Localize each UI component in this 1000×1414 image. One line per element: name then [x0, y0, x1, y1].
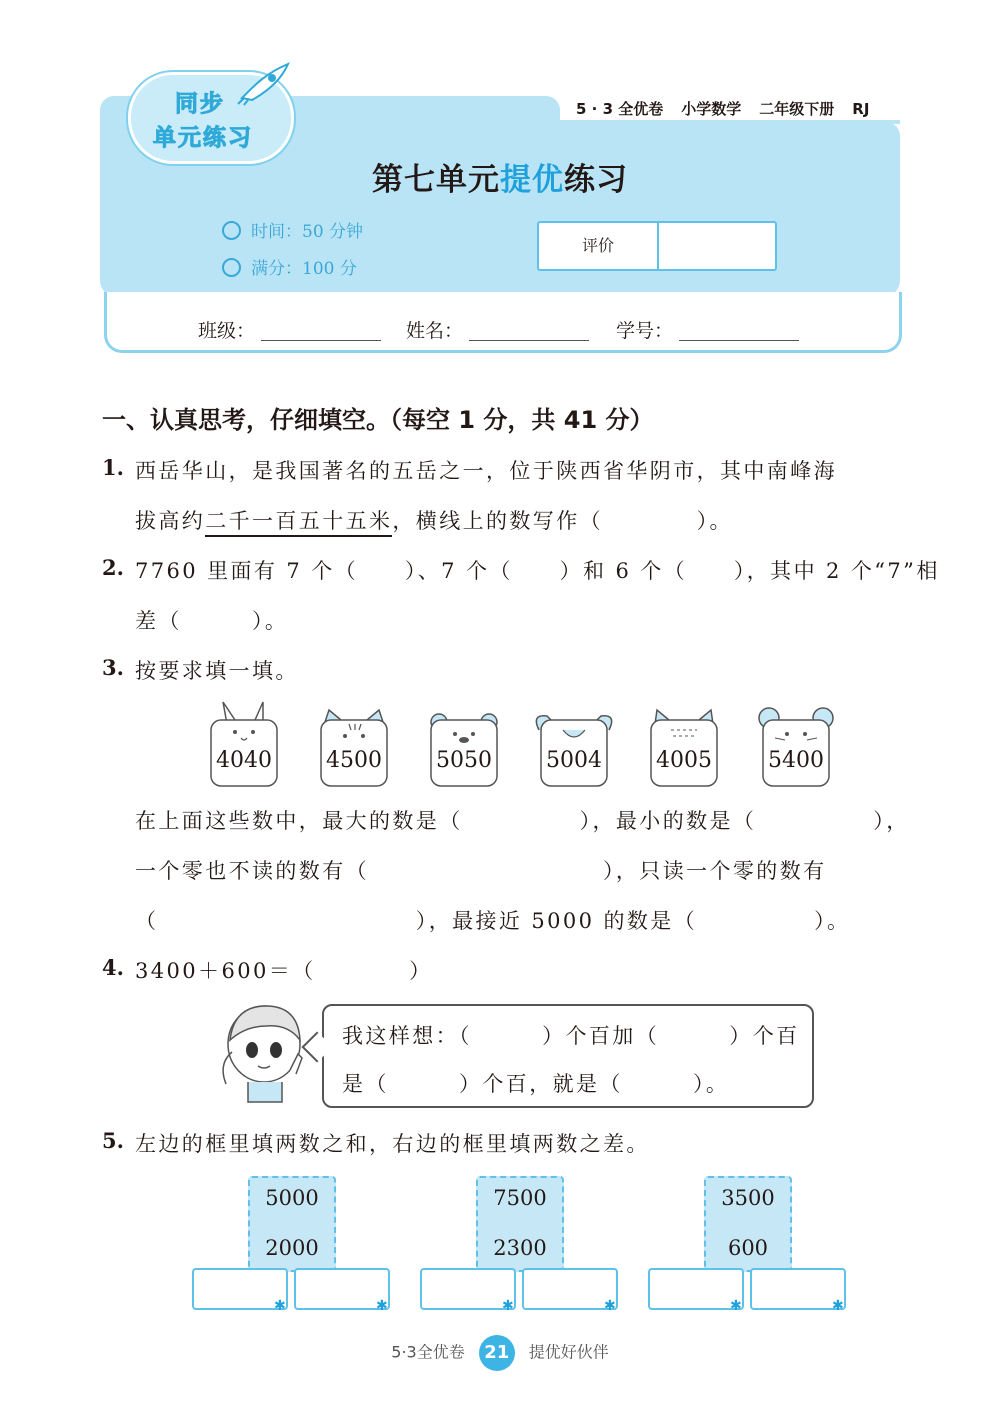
- evaluation-box[interactable]: [537, 221, 777, 271]
- q5-number: 5.: [102, 1128, 124, 1153]
- q4-number: 4.: [102, 955, 124, 980]
- pair-number-a: 7500: [493, 1186, 547, 1210]
- animal-card: [533, 700, 615, 792]
- class-label: 班级：: [198, 320, 256, 342]
- q1-line1: 西岳华山，是我国著名的五岳之一，位于陕西省华阴市，其中南峰海: [135, 459, 837, 483]
- q3-line2[interactable]: 一个零也不读的数有（ ），只读一个零的数有: [135, 859, 827, 883]
- q1-line2-pre: 拔高约: [135, 509, 206, 533]
- q3-line1[interactable]: 在上面这些数中，最大的数是（ ），最小的数是（ ），: [135, 809, 910, 833]
- badge-line2: 单元练习: [153, 125, 253, 151]
- card-number: 4500: [326, 748, 382, 773]
- pair-number-b: 2300: [493, 1236, 547, 1260]
- card-number: 5004: [546, 748, 602, 773]
- evaluation-label: 评价: [539, 223, 659, 269]
- sum-difference-pair: [420, 1176, 620, 1316]
- footer-series: 5·3全优卷: [391, 1342, 465, 1362]
- think-line1[interactable]: 我这样想：（ ）个百加（ ）个百: [342, 1024, 800, 1048]
- page-title: [0, 154, 1000, 199]
- asterisk-icon: ✱: [502, 1298, 514, 1314]
- q1-line2-post[interactable]: ，横线上的数写作（ ）。: [392, 509, 733, 533]
- q2-line2[interactable]: 差（ ）。: [135, 609, 289, 633]
- clock-icon: [222, 221, 241, 240]
- book-grade: 二年级下册: [759, 100, 835, 118]
- name-blank[interactable]: [469, 322, 589, 341]
- name-label: 姓名：: [406, 320, 464, 342]
- time-limit: [222, 217, 363, 242]
- q1-underlined-number: 二千一百五十五米: [205, 509, 392, 537]
- card-number: 5050: [436, 748, 492, 773]
- page-number: 21: [479, 1335, 515, 1371]
- title-pre: 第七单元: [372, 162, 500, 198]
- animal-card: [755, 700, 837, 792]
- class-blank[interactable]: [261, 322, 381, 341]
- book-edition: RJ: [852, 100, 870, 118]
- student-id-field[interactable]: [616, 316, 799, 343]
- card-number: 4040: [216, 748, 272, 773]
- score-text: 满分：100 分: [251, 259, 357, 279]
- number-pair-box: [704, 1176, 792, 1272]
- rocket-icon: [236, 58, 296, 106]
- elephant-icon: [533, 700, 615, 792]
- asterisk-icon: ✱: [376, 1298, 388, 1314]
- footer-slogan: 提优好伙伴: [528, 1342, 609, 1362]
- q3-line3[interactable]: （ ），最接近 5000 的数是（ ）。: [135, 909, 851, 933]
- name-field[interactable]: [406, 316, 589, 343]
- thinking-speech-bubble: [322, 1004, 814, 1108]
- class-field[interactable]: [198, 316, 381, 343]
- q1-number: 1.: [102, 455, 124, 480]
- number-pair-box: [248, 1176, 336, 1272]
- asterisk-icon: ✱: [832, 1298, 844, 1314]
- card-number: 5400: [768, 748, 824, 773]
- asterisk-icon: ✱: [730, 1298, 742, 1314]
- q2-line1[interactable]: 7760 里面有 7 个（ ）、7 个（ ）和 6 个（ ），其中 2 个“7”相: [135, 559, 940, 583]
- time-text: 时间：50 分钟: [251, 222, 364, 242]
- sum-difference-pair: [648, 1176, 848, 1316]
- pair-number-a: 3500: [721, 1186, 775, 1210]
- q5-prompt: 左边的框里填两数之和，右边的框里填两数之差。: [135, 1132, 650, 1156]
- section-title: 一、认真思考，仔细填空。（每空 1 分，共 41 分）: [102, 406, 654, 434]
- asterisk-icon: ✱: [604, 1298, 616, 1314]
- card-number: 4005: [656, 748, 712, 773]
- q3-prompt: 按要求填一填。: [135, 659, 299, 683]
- badge-line1: 同步: [175, 91, 225, 117]
- q3-number: 3.: [102, 655, 124, 680]
- number-pair-box: [476, 1176, 564, 1272]
- tiger-icon: [313, 700, 395, 792]
- q2-number: 2.: [102, 555, 124, 580]
- girl-illustration: [218, 1000, 314, 1104]
- animal-card: [643, 700, 725, 792]
- full-score: [222, 254, 357, 279]
- book-subject: 小学数学: [681, 100, 742, 118]
- sum-difference-pair: [192, 1176, 392, 1316]
- animal-card: [423, 700, 505, 792]
- mouse-icon: [755, 700, 837, 792]
- book-series: 5 · 3 全优卷: [576, 100, 664, 118]
- bear-icon: [423, 700, 505, 792]
- student-id-label: 学号：: [616, 320, 674, 342]
- check-circle-icon: [222, 258, 241, 277]
- title-highlight: 提优: [500, 162, 564, 198]
- think-line2[interactable]: 是（ ）个百，就是（ ）。: [342, 1072, 730, 1096]
- title-post: 练习: [564, 162, 628, 198]
- animal-card: [313, 700, 395, 792]
- pair-number-a: 5000: [265, 1186, 319, 1210]
- q1-line2: [135, 505, 733, 535]
- page-footer: [0, 1335, 1000, 1371]
- animal-number-cards: [195, 700, 845, 795]
- rabbit-icon: [203, 700, 285, 792]
- student-id-blank[interactable]: [679, 322, 799, 341]
- asterisk-icon: ✱: [274, 1298, 286, 1314]
- animal-card: [203, 700, 285, 792]
- q4-equation[interactable]: 3400＋600＝（ ）: [135, 959, 433, 983]
- book-info: [576, 98, 887, 119]
- pair-number-b: 2000: [265, 1236, 319, 1260]
- cat-icon: [643, 700, 725, 792]
- pair-number-b: 600: [727, 1236, 769, 1260]
